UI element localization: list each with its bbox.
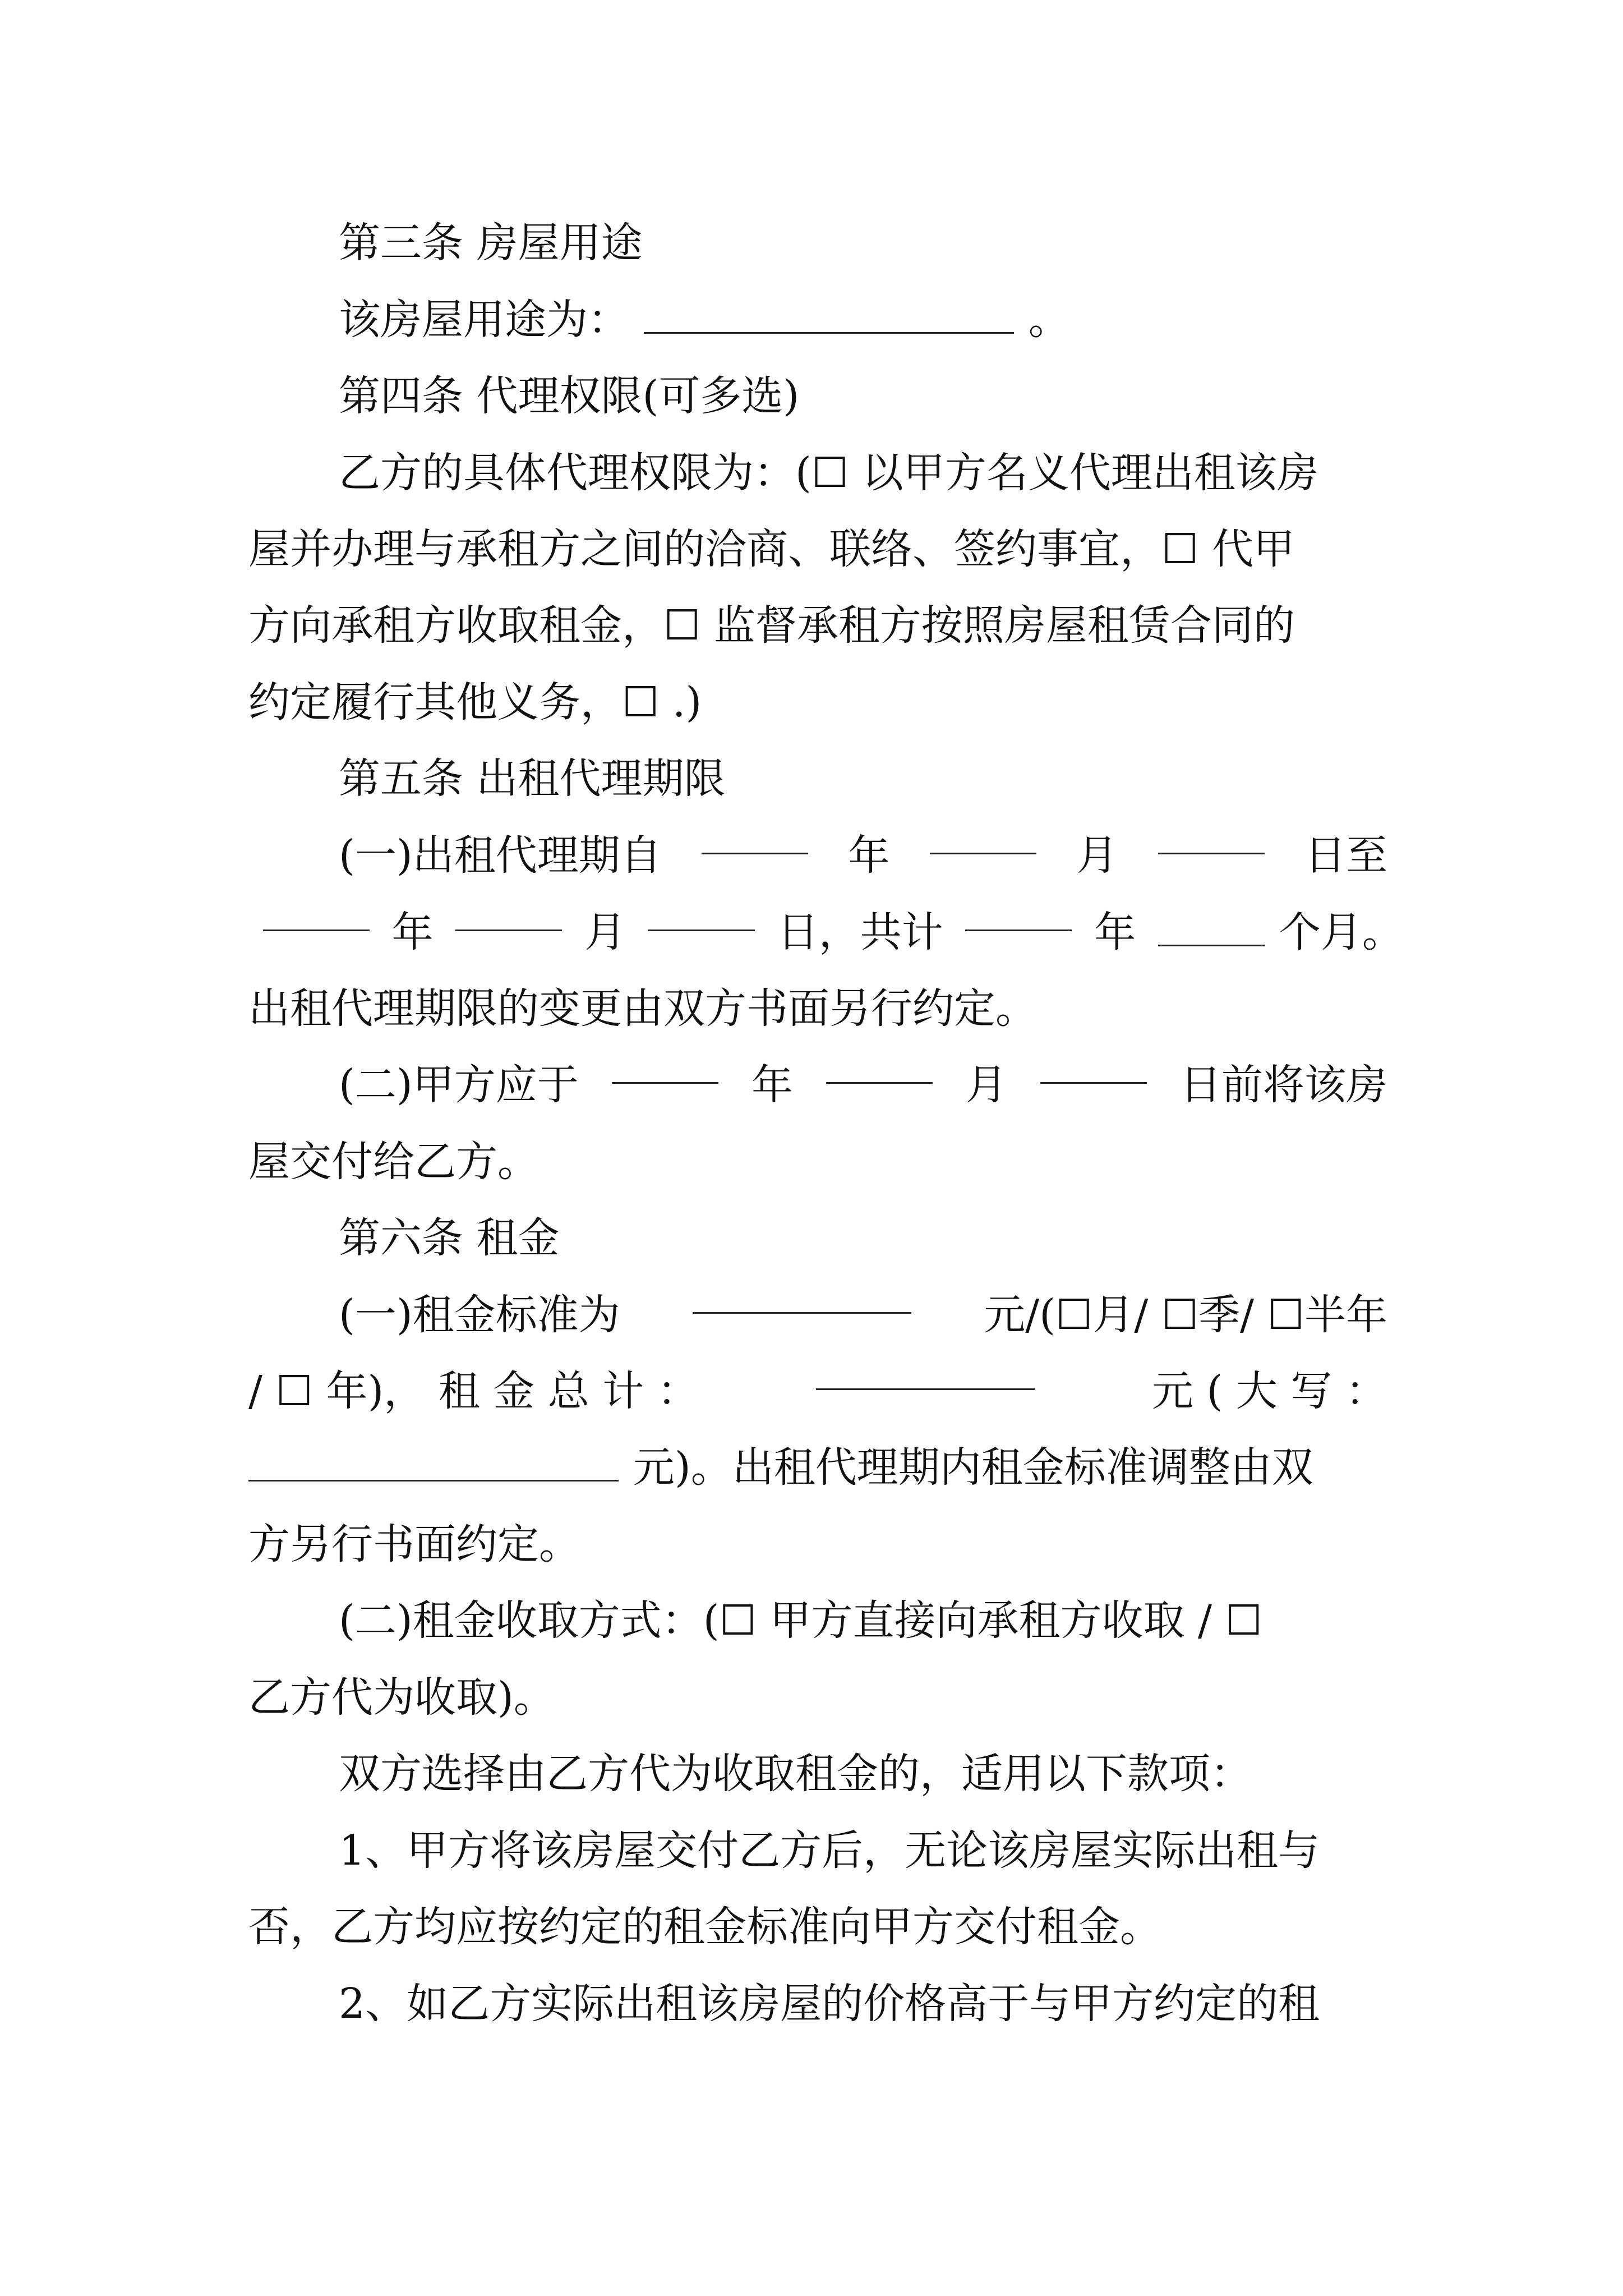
delivery-day-blank[interactable]	[1040, 1047, 1147, 1084]
start-month-blank[interactable]	[930, 817, 1036, 854]
year-word: 年	[751, 1061, 793, 1109]
article-5-1-line-3: 出租代理期限的变更由双方书面另行约定。	[248, 984, 1037, 1033]
total-months-blank[interactable]	[1158, 909, 1265, 946]
end-day-blank[interactable]	[648, 894, 755, 931]
year-word: 年	[848, 831, 890, 880]
item-1-line-2: 否，乙方均应按约定的租金标准向甲方交付租金。	[248, 1903, 1161, 1951]
rent-uppercase-blank[interactable]	[248, 1444, 619, 1481]
article-6-2-line-1: (二)租金收取方式：(☐ 甲方直接向承租方收取 / ☐	[339, 1596, 1262, 1645]
article-3-use-line	[339, 282, 1070, 358]
article-4-title: 第四条 代理权限(可多选)	[339, 372, 800, 420]
article-5-1-line-1	[339, 817, 1387, 894]
article-6-1-line-1	[339, 1277, 1387, 1353]
day-total-word: 日，共计	[777, 908, 943, 956]
article-6-1-line-3	[248, 1429, 1313, 1506]
article-6-3-line-1: 双方选择由乙方代为收取租金的，适用以下款项：	[339, 1750, 1252, 1798]
year-word: 年	[1094, 908, 1136, 956]
delivery-month-blank[interactable]	[826, 1047, 933, 1084]
rent-total-blank[interactable]	[816, 1353, 1035, 1390]
end-year-blank[interactable]	[263, 894, 370, 931]
article-6-1-line-4: 方另行书面约定。	[248, 1520, 580, 1568]
article-4-line-1: 乙方的具体代理权限为：(☐ 以甲方名义代理出租该房	[339, 449, 1318, 497]
item-1-line-1: 1、甲方将该房屋交付乙方后，无论该房屋实际出租与	[339, 1826, 1320, 1875]
delivery-end: 日前将该房	[1179, 1061, 1387, 1109]
start-day-blank[interactable]	[1158, 817, 1265, 854]
article-5-1-line-2	[248, 894, 1404, 970]
rent-adjust-text: 元)。出租代理期内租金标准调整由双	[633, 1443, 1313, 1492]
use-blank[interactable]	[644, 297, 1014, 334]
year-word: 年	[391, 908, 434, 956]
period-prefix: (一)出租代理期自	[339, 831, 662, 880]
article-5-2-line-1	[339, 1047, 1387, 1123]
article-5-title: 第五条 出租代理期限	[339, 754, 726, 803]
month-word: 月	[584, 908, 626, 956]
article-4-line-3: 方向承租方收取租金，☐ 监督承租方按照房屋租赁合同的	[248, 601, 1295, 650]
end-month-blank[interactable]	[455, 894, 562, 931]
rent-unit-options: 元/(☐月/ ☐季/ ☐半年	[984, 1291, 1387, 1339]
article-6-2-line-2: 乙方代为收取)。	[248, 1673, 555, 1722]
article-4-line-2: 屋并办理与承租方之间的洽商、联络、签约事宜，☐ 代甲	[248, 525, 1295, 573]
delivery-prefix: (二)甲方应于	[339, 1061, 579, 1109]
use-end: 。	[1028, 296, 1070, 344]
article-4-line-4: 约定履行其他义务，☐ .)	[248, 678, 702, 726]
rent-uppercase-label: 元 ( 大 写 ：	[1152, 1367, 1387, 1415]
total-years-blank[interactable]	[965, 894, 1072, 931]
rent-standard-prefix: (一)租金标准为	[339, 1291, 620, 1339]
article-6-title: 第六条 租金	[339, 1214, 560, 1262]
use-label: 该房屋用途为：	[339, 296, 629, 344]
month-word: 月	[965, 1061, 1007, 1109]
article-3-title: 第三条 房屋用途	[339, 219, 643, 267]
start-year-blank[interactable]	[702, 817, 808, 854]
month-word: 月	[1076, 831, 1118, 880]
rent-total-label: / ☐ 年)， 租 金 总 计 ：	[248, 1367, 699, 1415]
rent-standard-blank[interactable]	[693, 1277, 911, 1314]
article-5-2-line-2: 屋交付给乙方。	[248, 1138, 539, 1186]
article-6-1-line-2	[248, 1353, 1387, 1429]
item-2-line-1: 2、如乙方实际出租该房屋的价格高于与甲方约定的租	[339, 1980, 1320, 2028]
day-to-word: 日至	[1304, 831, 1387, 880]
months-end-word: 个月。	[1279, 908, 1404, 956]
delivery-year-blank[interactable]	[612, 1047, 718, 1084]
